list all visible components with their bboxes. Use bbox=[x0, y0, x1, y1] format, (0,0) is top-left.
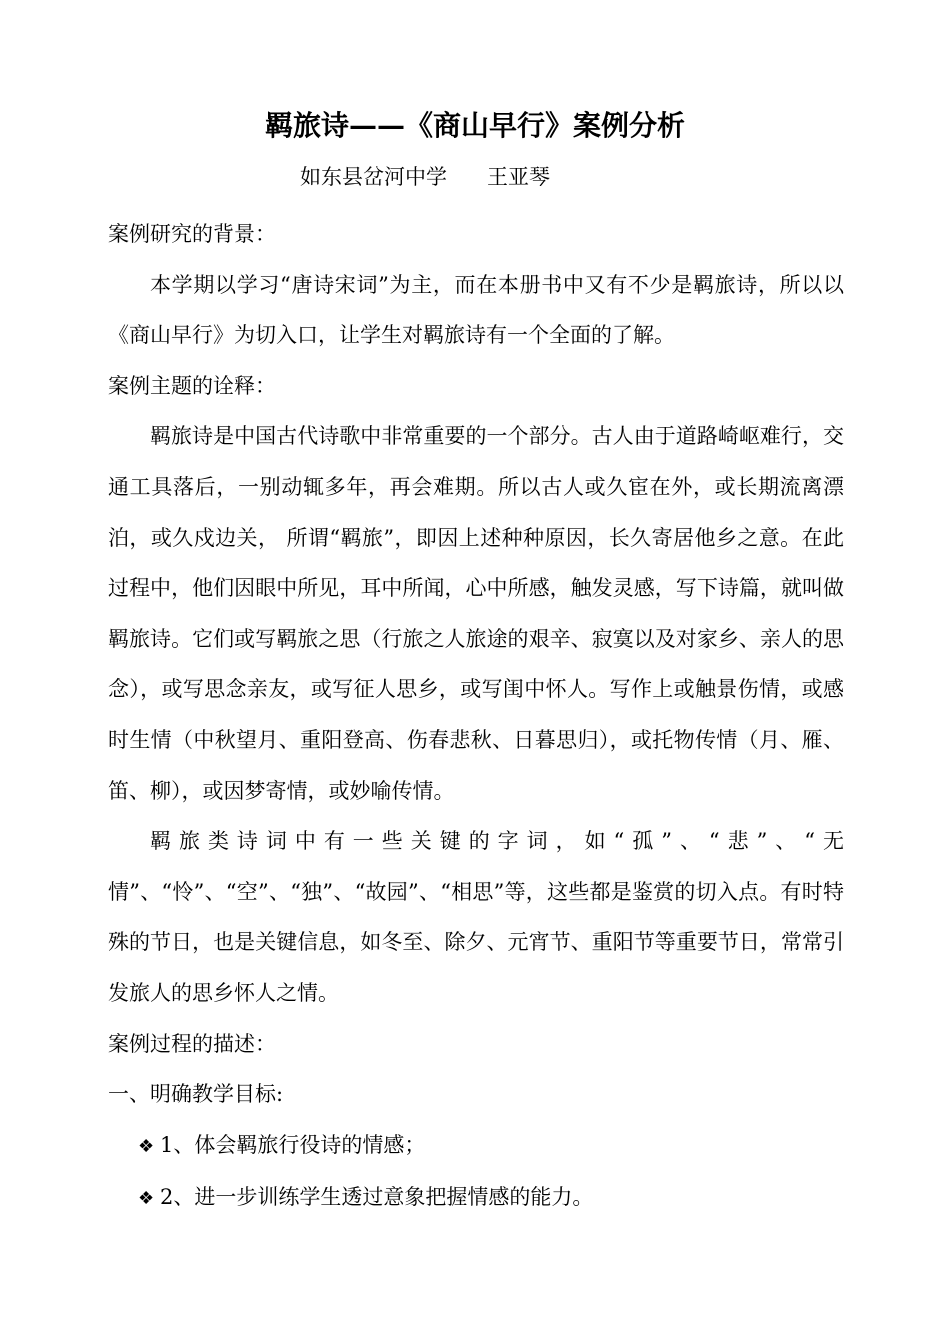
paragraph-theme-2: 羁旅类诗词中有一些关键的字词，如“孤”、“悲”、“无情”、“怜”、“空”、“独”、“故园”、“相思”等，这些都是鉴赏的切入点。有时特殊的节日，也是关键信息，如冬至、除夕、元宵节、重阳节等重要节日，常常引发旅人的思乡怀人之情。 bbox=[108, 829, 844, 1005]
list-item-text: 1、体会羁旅行役诗的情感； bbox=[160, 1132, 426, 1157]
list-item bbox=[108, 1120, 844, 1173]
document-body bbox=[108, 209, 844, 1225]
list-item-text: 2、进一步训练学生透过意象把握情感的能力。 bbox=[160, 1185, 594, 1210]
section-heading-goals: 一、明确教学目标: bbox=[108, 1082, 284, 1107]
list-item bbox=[108, 1172, 844, 1225]
paragraph-background: 本学期以学习“唐诗宋词”为主，而在本册书中又有不少是羁旅诗，所以以《商山早行》为切入口，让学生对羁旅诗有一个全面的了解。 bbox=[108, 272, 844, 348]
diamond-bullet-icon: ❖ bbox=[138, 1135, 155, 1157]
document-title: 羁旅诗——《商山早行》案例分析 bbox=[264, 109, 685, 142]
paragraph-theme-1: 羁旅诗是中国古代诗歌中非常重要的一个部分。古人由于道路崎岖难行，交通工具落后，一别动辄多年，再会难期。所以古人或久宦在外，或长期流离漂泊，或久戍边关， 所谓“羁旅”，即因上述种种原因，长久寄居他乡之意。在此过程中，他们因眼中所见，耳中所闻，心中所感，触发灵感，写下诗篇，就叫做羁旅诗。它们或写羁旅之思（行旅之人旅途的艰辛、寂寞以及对家乡、亲人的思念），或写思念亲友，或写征人思乡，或写闺中怀人。写作上或触景伤情，或感时生情（中秋望月、重阳登高、伤春悲秋、日暮思归），或托物传情（月、雁、笛、柳），或因梦寄情，或妙喻传情。 bbox=[108, 424, 844, 803]
author-line: 如东县岔河中学 王亚琴 bbox=[300, 165, 551, 189]
diamond-bullet-icon: ❖ bbox=[138, 1188, 155, 1210]
section-heading-process: 案例过程的描述： bbox=[108, 1031, 276, 1056]
section-heading-theme: 案例主题的诠释： bbox=[108, 373, 276, 398]
section-heading-background: 案例研究的背景： bbox=[108, 222, 276, 246]
